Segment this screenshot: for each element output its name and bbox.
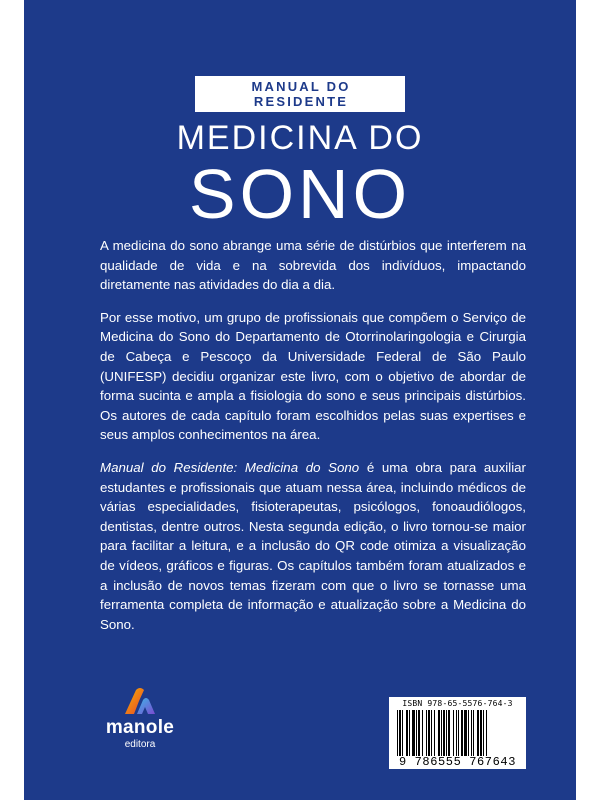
book-title-italic: Manual do Residente: Medicina do Sono — [100, 459, 360, 475]
manole-logo-icon — [123, 686, 157, 716]
series-label: MANUAL DO RESIDENTE — [195, 76, 405, 112]
isbn-label: ISBN 978-65-5576-764-3 — [402, 699, 513, 708]
synopsis-paragraph-1: A medicina do sono abrange uma série de distúrbios que interferem na qualidade de vida e na sobrevida dos indivíduos, impactando diretamente nas atividades do dia a dia. — [100, 238, 526, 293]
back-cover — [24, 0, 576, 800]
publisher-name: manole — [105, 717, 175, 738]
synopsis-paragraph-2: Por esse motivo, um grupo de profissionais que compõem o Serviço de Medicina do Sono do Departamento de Otorrinolaringologia e Cirurgia de Cabeça e Pescoço da Universidade Federal de São Paulo (UNIFESP) decidiu organizar este livro, com o objetivo de abordar de forma sucinta e ampla a fisiologia do sono e seus principais distúrbios. Os autores de cada capítulo foram escolhidos pelas suas expertises e seus amplos conhecimentos na área. — [100, 309, 526, 443]
publisher-logo — [100, 686, 180, 751]
title-block — [24, 76, 576, 232]
barcode-digits: 9 786555 767643 — [398, 755, 517, 769]
isbn-barcode — [389, 697, 526, 769]
synopsis — [100, 236, 526, 647]
title-line-1: MEDICINA DO — [176, 119, 424, 157]
synopsis-paragraph-3-text: é uma obra para auxiliar estudantes e profissionais que atuam nessa área, incluindo médicos de várias especialidades, fisioterapeutas, psicólogos, fonoaudiólogos, dentistas, dentre outros. Nesta segunda edição, o livro tornou-se maior para facilitar a leitura, e a inclusão do QR code otimiza a visualização de vídeos, gráficos e figuras. Os capítulos também foram atualizados e a inclusão de novos temas fizeram com que o livro se tornasse uma ferramenta completa de informação e atualização sobre a Medicina do Sono. — [100, 459, 526, 632]
synopsis-paragraph-3 — [100, 458, 526, 634]
barcode-bars — [395, 710, 520, 756]
title-line-2: SONO — [188, 155, 412, 233]
publisher-subtitle: editora — [124, 739, 156, 750]
